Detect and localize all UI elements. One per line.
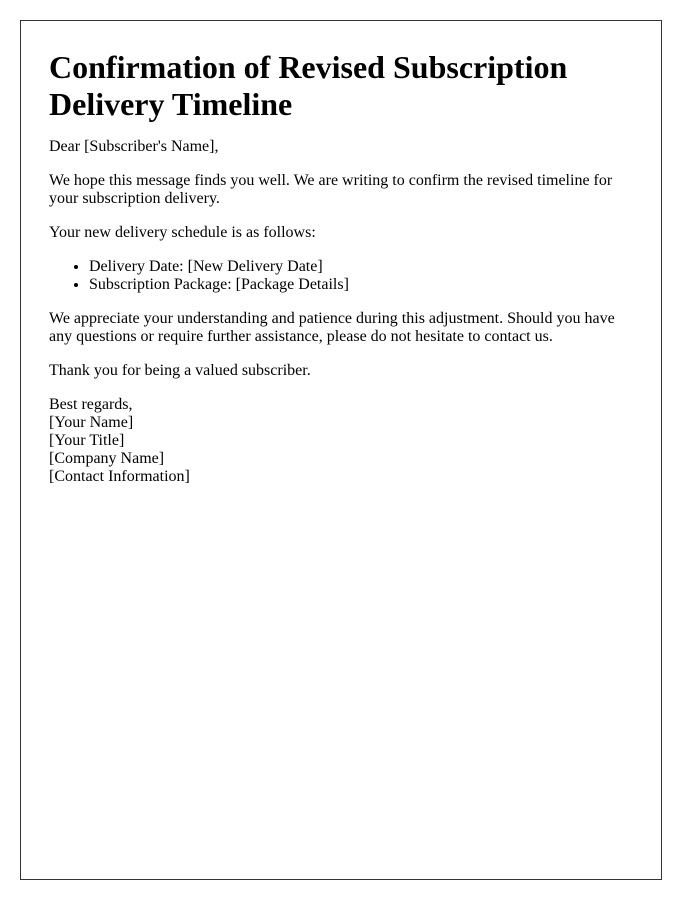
letter-title: Confirmation of Revised Subscription Delivery Timeline xyxy=(49,49,568,122)
signature-contact: [Contact Information] xyxy=(49,468,190,485)
schedule-item-delivery-date: • Delivery Date: [New Delivery Date] xyxy=(89,258,633,276)
schedule-item-package: • Subscription Package: [Package Details] xyxy=(89,276,633,294)
letter-page xyxy=(20,20,662,880)
intro-paragraph: We hope this message finds you well. We are writing to confirm the revised timeline for your subscription delivery. xyxy=(49,172,613,207)
appreciation-paragraph: We appreciate your understanding and patience during this adjustment. Should you have any questions or require further assistance, please do not hesitate to contact us. xyxy=(49,310,615,345)
schedule-intro: Your new delivery schedule is as follows: xyxy=(49,224,316,241)
letter-body xyxy=(49,138,633,486)
closing: Best regards, xyxy=(49,396,133,413)
thanks-paragraph: Thank you for being a valued subscriber. xyxy=(49,362,311,379)
signature-block xyxy=(49,396,633,486)
signature-title: [Your Title] xyxy=(49,432,125,449)
salutation: Dear [Subscriber's Name], xyxy=(49,138,219,155)
schedule-list xyxy=(49,258,633,294)
signature-name: [Your Name] xyxy=(49,414,134,431)
signature-company: [Company Name] xyxy=(49,450,165,467)
